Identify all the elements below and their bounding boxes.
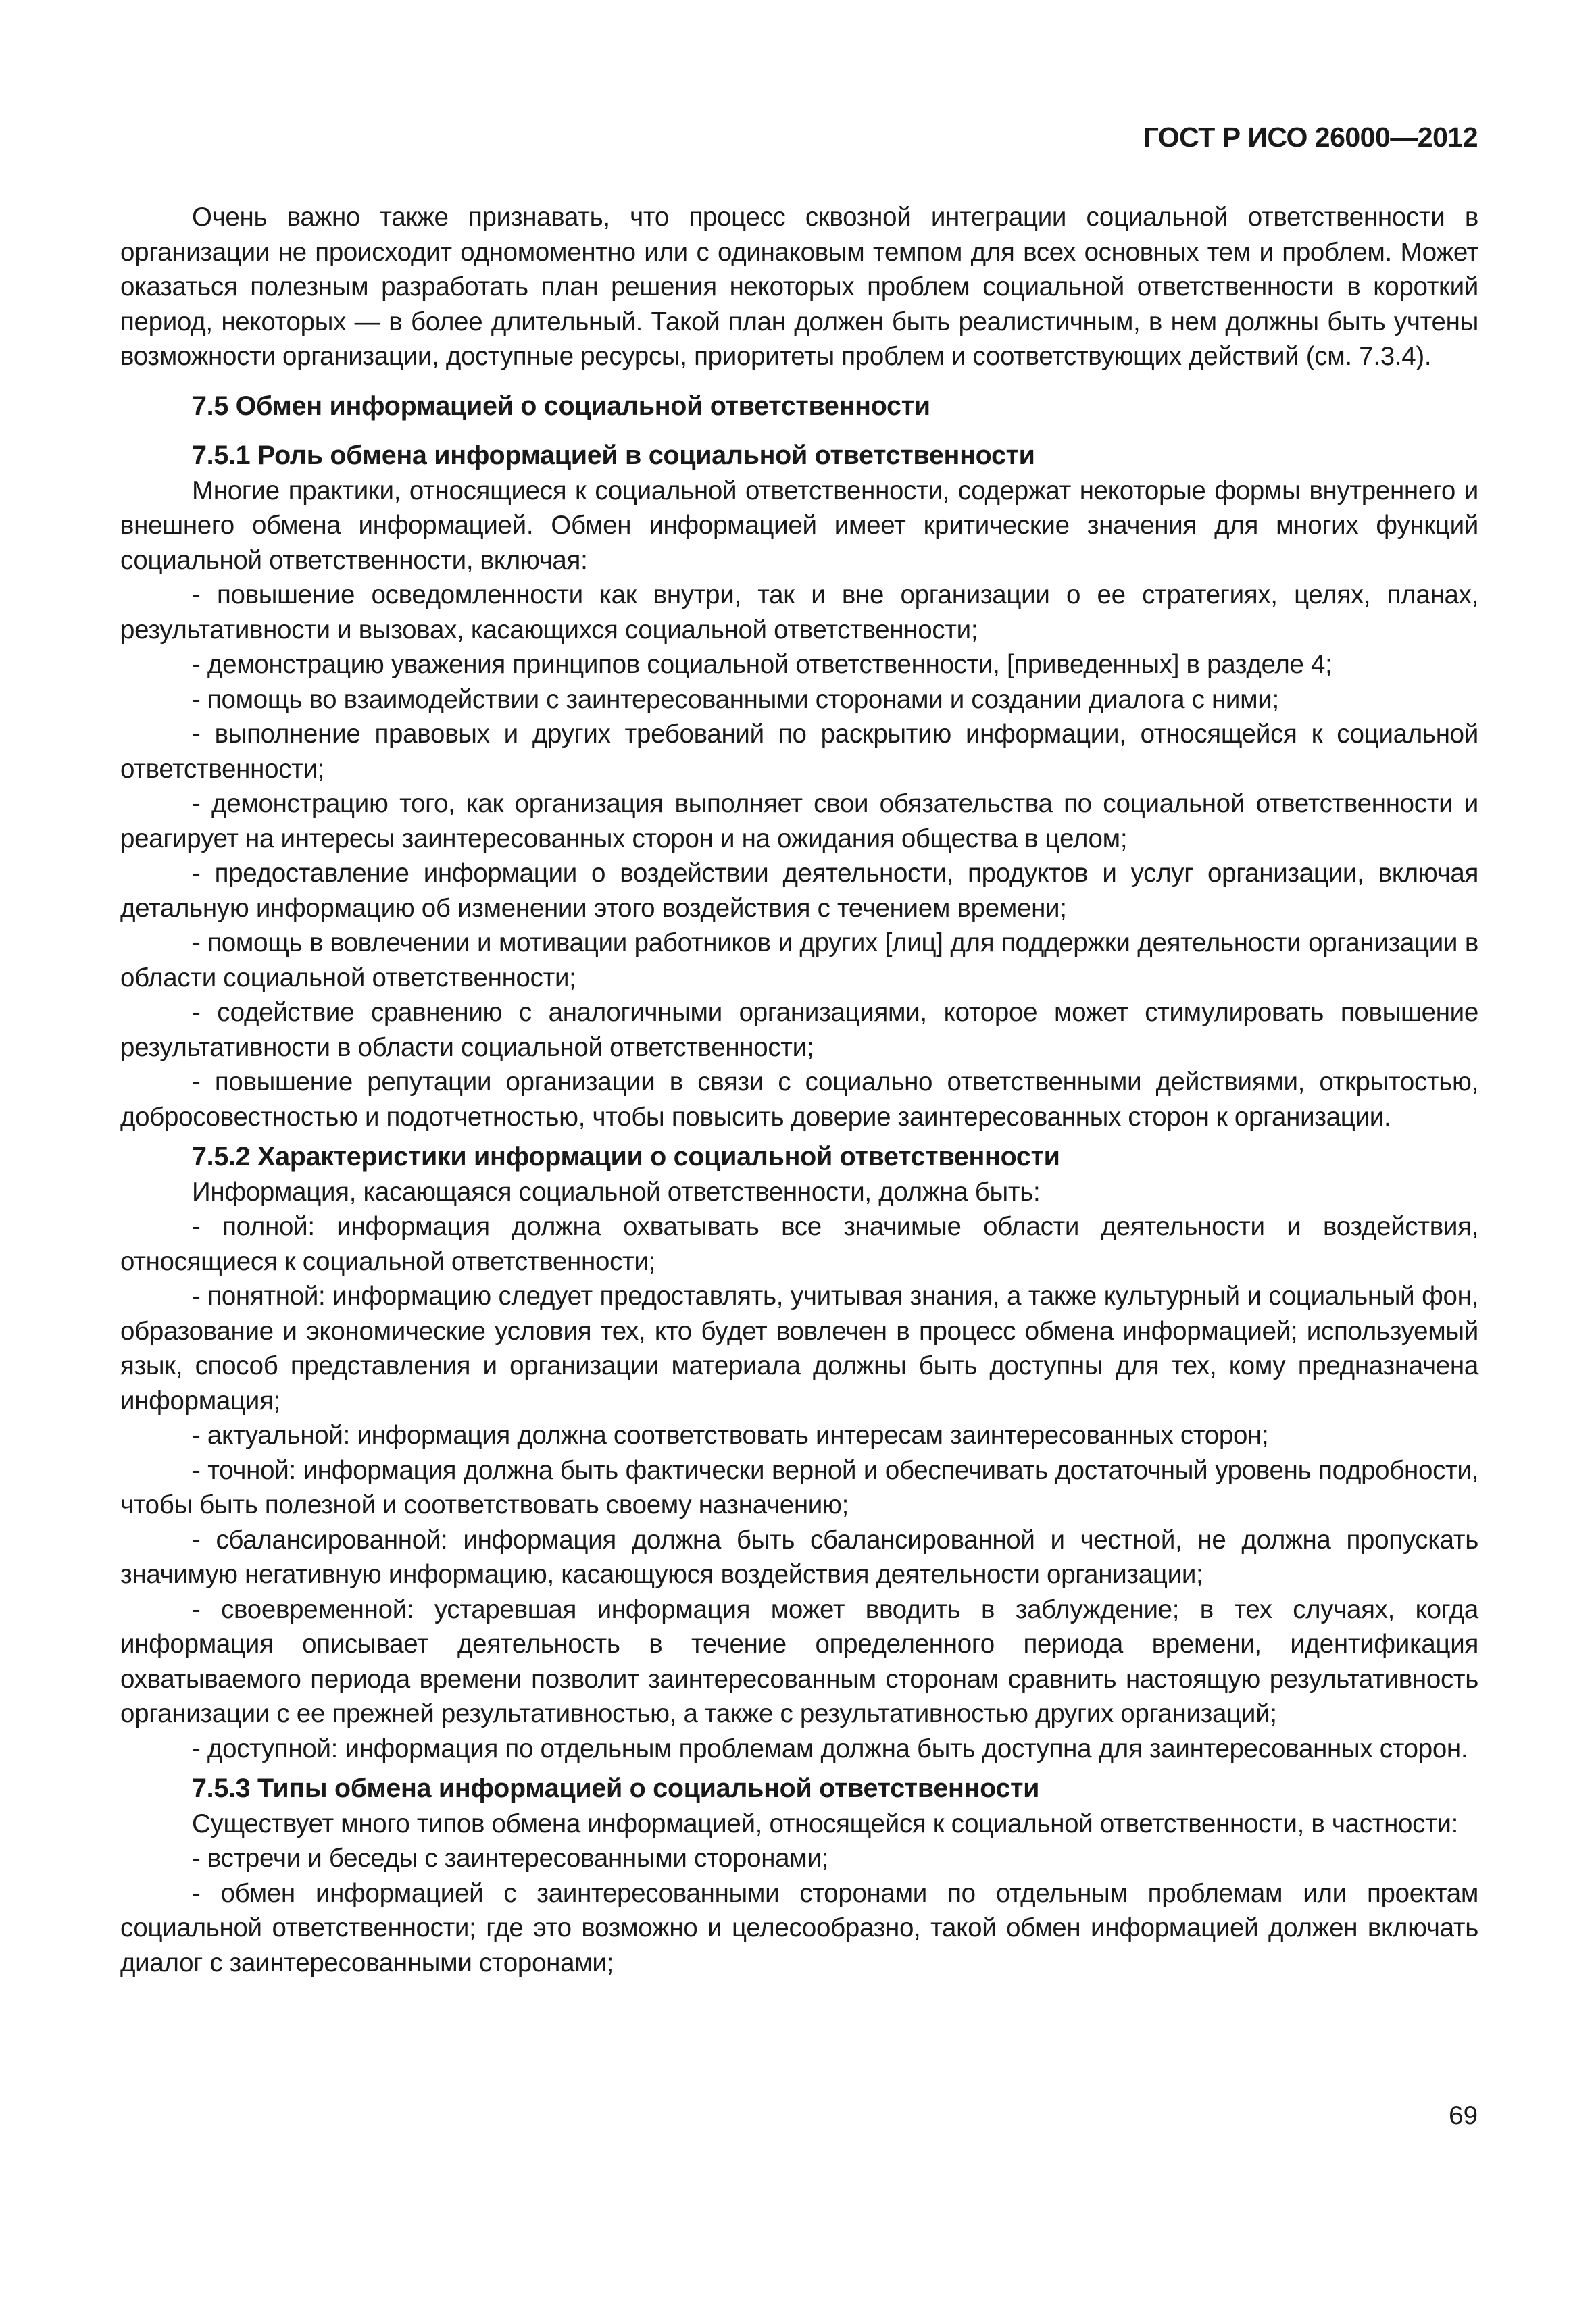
paragraph: Существует много типов обмена информацией, относящейся к социальной ответственности, в частности: bbox=[192, 1809, 1459, 1838]
paragraph: Многие практики, относящиеся к социальной ответственности, содержат некоторые формы внутреннего и внешнего обмена информацией. Обмен информацией имеет критические значения для многих функций социальной ответственности, включая: bbox=[120, 476, 1478, 575]
document-code: ГОСТ Р ИСО 26000—2012 bbox=[1143, 122, 1478, 153]
list-item: - полной: информация должна охватывать все значимые области деятельности и воздействия, относящиеся к социальной ответственности; bbox=[120, 1212, 1478, 1276]
page-number: 69 bbox=[1449, 2101, 1478, 2130]
list-item: - встречи и беседы с заинтересованными сторонами; bbox=[192, 1844, 829, 1873]
document-body bbox=[120, 200, 1478, 1980]
section-7-5-1-heading: 7.5.1 Роль обмена информацией в социальной ответственности bbox=[192, 441, 1035, 470]
list-item: - помощь во взаимодействии с заинтересованными сторонами и создании диалога с ними; bbox=[192, 684, 1279, 714]
list-item: - актуальной: информация должна соответствовать интересам заинтересованных сторон; bbox=[192, 1421, 1269, 1450]
list-item: - демонстрацию того, как организация выполняет свои обязательства по социальной ответственности и реагирует на интересы заинтересованных сторон и на ожидания общества в целом; bbox=[120, 789, 1478, 853]
list-item: - выполнение правовых и других требований по раскрытию информации, относящейся к социальной ответственности; bbox=[120, 720, 1478, 784]
list-item: - обмен информацией с заинтересованными сторонами по отдельным проблемам или проектам социальной ответственности; где это возможно и целесообразно, такой обмен информацией должен включать диалог с заинтересованными сторонами; bbox=[120, 1878, 1478, 1978]
list-item: - демонстрацию уважения принципов социальной ответственности, [приведенных] в разделе 4; bbox=[192, 650, 1332, 679]
list-item: - сбалансированной: информация должна быть сбалансированной и честной, не должна пропускать значимую негативную информацию, касающуюся воздействия деятельности организации; bbox=[120, 1525, 1478, 1589]
list-item: - доступной: информация по отдельным проблемам должна быть доступна для заинтересованных сторон. bbox=[192, 1734, 1468, 1763]
list-item: - содействие сравнению с аналогичными организациями, которое может стимулировать повышение результативности в области социальной ответственности; bbox=[120, 998, 1478, 1062]
section-7-5-heading: 7.5 Обмен информацией о социальной ответственности bbox=[192, 391, 930, 421]
list-item: - повышение репутации организации в связи с социально ответственными действиями, открытостью, добросовестностью и подотчетностью, чтобы повысить доверие заинтересованных сторон к организации. bbox=[120, 1067, 1478, 1132]
paragraph: Информация, касающаяся социальной ответственности, должна быть: bbox=[192, 1177, 1041, 1207]
list-item: - точной: информация должна быть фактически верной и обеспечивать достаточный уровень подробности, чтобы быть полезной и соответствовать своему назначению; bbox=[120, 1455, 1478, 1519]
section-7-5-3-heading: 7.5.3 Типы обмена информацией о социальной ответственности bbox=[192, 1774, 1040, 1803]
list-item: - понятной: информацию следует предоставлять, учитывая знания, а также культурный и социальный фон, образование и экономические условия тех, кто будет вовлечен в процесс обмена информацией; используемый язык, способ представления и организации материала должны быть доступны для тех, кому предназначена информация; bbox=[120, 1282, 1478, 1415]
list-item: - помощь в вовлечении и мотивации работников и других [лиц] для поддержки деятельности организации в области социальной ответственности; bbox=[120, 928, 1478, 992]
list-item: - повышение осведомленности как внутри, так и вне организации о ее стратегиях, целях, планах, результативности и вызовах, касающихся социальной ответственности; bbox=[120, 580, 1478, 645]
list-item: - предоставление информации о воздействии деятельности, продуктов и услуг организации, включая детальную информацию об изменении этого воздействия с течением времени; bbox=[120, 859, 1478, 923]
list-item: - своевременной: устаревшая информация может вводить в заблуждение; в тех случаях, когда информация описывает деятельность в течение определенного периода времени, идентификация охватываемого периода времени позволит заинтересованным сторонам сравнить настоящую результативность организации с ее прежней результативностью, а также с результативностью других организаций; bbox=[120, 1594, 1478, 1728]
intro-paragraph: Очень важно также признавать, что процесс сквозной интеграции социальной ответственности в организации не происходит одномоментно или с одинаковым темпом для всех основных тем и проблем. Может оказаться полезным разработать план решения некоторых проблем социальной ответственности в короткий период, некоторых — в более длительный. Такой план должен быть реалистичным, в нем должны быть учтены возможности организации, доступные ресурсы, приоритеты проблем и соответствующих действий (см. 7.3.4). bbox=[120, 203, 1478, 371]
section-7-5-2-heading: 7.5.2 Характеристики информации о социальной ответственности bbox=[192, 1142, 1060, 1172]
